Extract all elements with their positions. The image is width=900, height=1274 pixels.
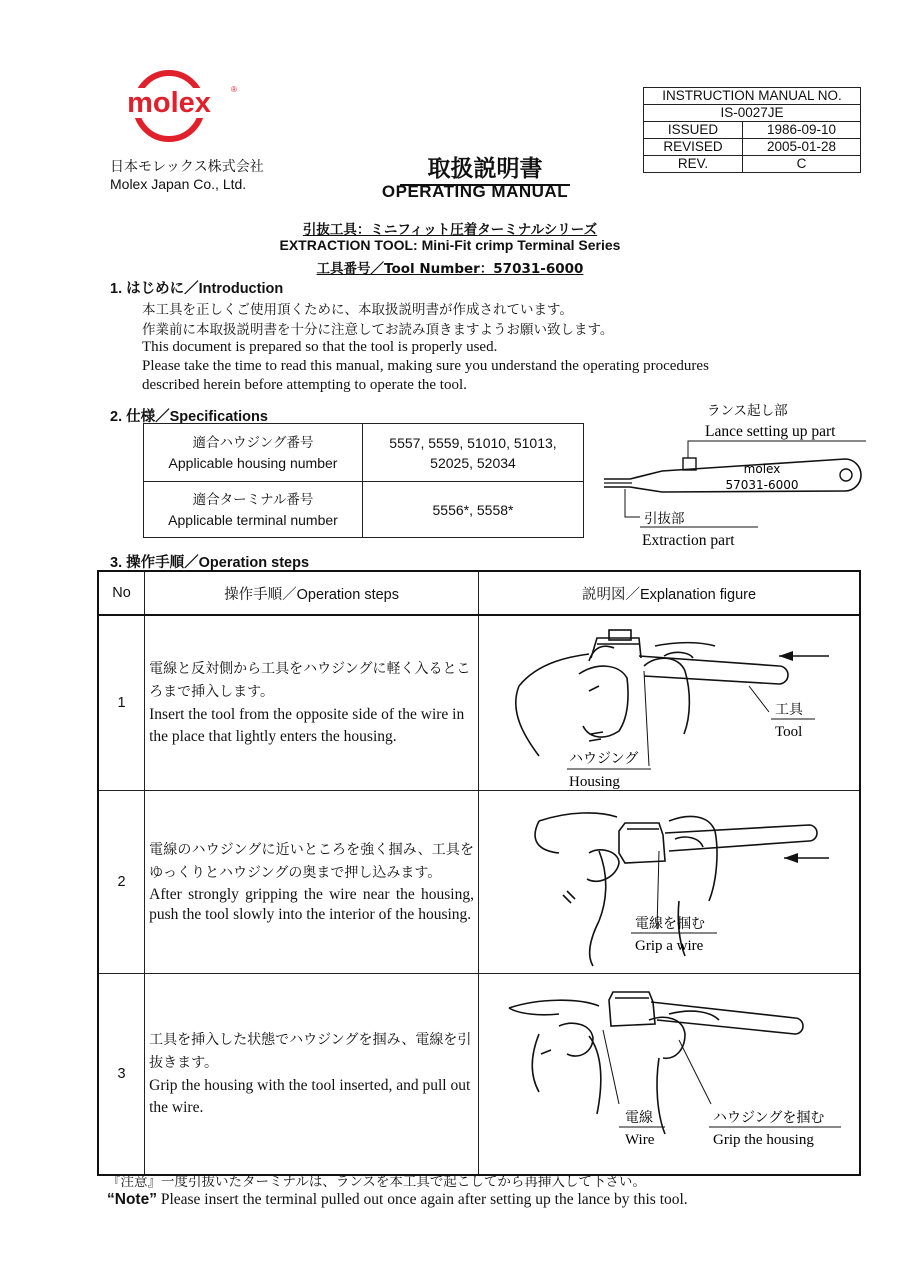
section-specifications-heading: 2. 仕様／Specifications [110, 409, 268, 425]
page-title-jp: 取扱説明書 [400, 150, 570, 186]
step-2-figure [479, 791, 859, 973]
spec-terminal-value: 5556*, 5558* [432, 501, 514, 518]
tool-number-text: 57031-6000 [725, 478, 799, 492]
intro-jp-line-2: 作業前に本取扱説明書を十分に注意してお読み頂きますようお願い致します。 [142, 322, 614, 338]
extraction-leader-line [625, 489, 640, 517]
intro-jp-line-1: 本工具を正しくご使用頂くために、本取扱説明書が作成されています。 [142, 302, 573, 318]
rev-label: REV. [644, 156, 743, 173]
step-number: 1 [98, 615, 145, 791]
note-jp: 『注意』一度引抜いたターミナルは、ランスを本工具で起こしてから再挿入して下さい。 [107, 1174, 646, 1190]
note-label: “Note” [107, 1191, 157, 1208]
spec-terminal-label-jp: 適合ターミナル番号 [192, 491, 314, 508]
rev-value: C [743, 156, 861, 173]
tool-number: 工具番号／Tool Number：57031-6000 [316, 261, 584, 277]
note-en [107, 1191, 688, 1209]
step-3-text-en: Grip the housing with the tool inserted, and pull out the wire. [149, 1077, 471, 1116]
step-1-text-jp: 電線と反対側から工具をハウジングに軽く入るところまで挿入します。 [149, 661, 471, 700]
step-row-3 [98, 974, 860, 1176]
revised-label: REVISED [644, 139, 743, 156]
lance-leader-line [688, 441, 705, 458]
intro-en-line-2: Please take the time to read this manual, making sure you understand the operating procedures [142, 358, 709, 374]
step-2-text-jp: 電線のハウジングに近いところを強く掴み、工具をゆっくりとハウジングの奥まで押し込みます。 [149, 842, 474, 881]
company-name-en: Molex Japan Co., Ltd. [110, 176, 247, 192]
step-2-text-en: After strongly gripping the wire near the housing, push the tool slowly into the interior of the housing. [149, 886, 474, 923]
spec-terminal-label-en: Applicable terminal number [168, 511, 338, 528]
subtitle-en: EXTRACTION TOOL: Mini-Fit crimp Terminal Series [279, 237, 621, 253]
specifications-table [143, 423, 584, 538]
push-arrow-head [784, 853, 798, 863]
step-3-label-wire-en: Wire [624, 1132, 655, 1148]
intro-en-line-1: This document is prepared so that the tool is properly used. [142, 339, 498, 355]
spec-row-housing [144, 424, 584, 482]
step-1-label-housing-jp: ハウジング [568, 751, 639, 767]
molex-logo [112, 70, 238, 142]
col-header-steps: 操作手順／Operation steps [145, 571, 479, 615]
step-1-hands-drawing [516, 630, 788, 756]
svg-text:®: ® [231, 85, 237, 94]
company-name-jp: 日本モレックス株式会社 [110, 158, 264, 174]
intro-en-line-3: described herein before attempting to operate the tool. [142, 377, 467, 393]
tool-diagram [600, 395, 880, 555]
note-text: Please insert the terminal pulled out once again after setting up the lance by this tool. [156, 1191, 688, 1208]
spec-housing-value-1: 5557, 5559, 51010, 51013, [389, 434, 557, 451]
step-3-text-jp: 工具を挿入した状態でハウジングを掴み、電線を引抜きます。 [149, 1032, 472, 1071]
step-3-label-housing-jp: ハウジングを掴む [712, 1110, 825, 1126]
spec-row-terminal [144, 482, 584, 538]
step-row-1 [98, 615, 860, 791]
lance-label-jp: ランス起し部 [707, 403, 788, 419]
col-header-figure: 説明図／Explanation figure [478, 571, 860, 615]
page-title-en: OPERATING MANUAL [381, 182, 569, 201]
spec-housing-label-en: Applicable housing number [168, 454, 338, 471]
step-1-figure [479, 616, 859, 790]
step-3-figure [479, 974, 859, 1174]
step-1-label-housing-en: Housing [568, 774, 620, 790]
operation-steps-table [97, 570, 861, 1176]
extraction-label-jp: 引抜部 [644, 511, 685, 527]
section-introduction-heading: 1. はじめに／Introduction [110, 281, 284, 297]
step-1-text-en: Insert the tool from the opposite side of the wire in the place that lightly enters the housing. [149, 706, 465, 745]
spec-housing-value-2: 52025, 52034 [430, 454, 516, 471]
steps-header-row [98, 571, 860, 615]
manual-info-table [643, 87, 861, 173]
subtitle-jp: 引抜工具：ミニフィット圧着ターミナルシリーズ [302, 222, 598, 238]
issued-label: ISSUED [644, 122, 743, 139]
step-number: 3 [98, 974, 145, 1176]
section-steps-heading: 3. 操作手順／Operation steps [110, 555, 310, 571]
col-header-no: No [98, 571, 145, 615]
logo-wordmark: molex [127, 87, 211, 119]
extraction-label-en: Extraction part [642, 532, 735, 549]
step-1-label-tool-jp: 工具 [774, 702, 803, 718]
step-2-label-wire-jp: 電線を掴む [634, 916, 705, 932]
manual-number-label: INSTRUCTION MANUAL NO. [644, 88, 861, 105]
push-arrow-head [779, 651, 793, 661]
revised-date: 2005-01-28 [743, 139, 861, 156]
tool-brand-text: molex [743, 462, 781, 476]
step-1-label-tool-en: Tool [774, 724, 803, 740]
step-row-2 [98, 791, 860, 974]
spec-housing-label-jp: 適合ハウジング番号 [192, 434, 314, 451]
step-2-label-wire-en: Grip a wire [634, 938, 704, 954]
manual-number: IS-0027JE [644, 105, 861, 122]
step-number: 2 [98, 791, 145, 974]
step-3-label-housing-en: Grip the housing [712, 1132, 814, 1148]
step-3-label-wire-jp: 電線 [624, 1110, 653, 1126]
tool-hole [840, 469, 852, 481]
issued-date: 1986-09-10 [743, 122, 861, 139]
lance-label-en: Lance setting up part [705, 423, 836, 440]
